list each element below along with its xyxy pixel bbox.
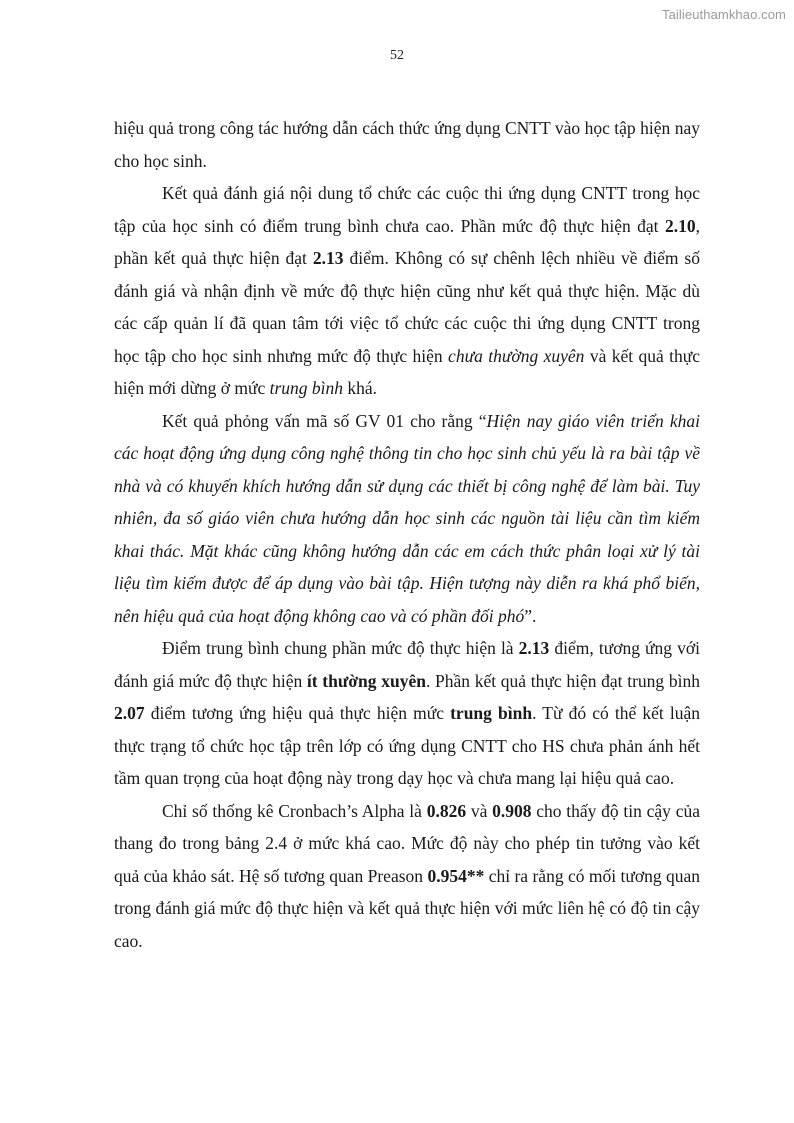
text-run: điểm tương ứng hiệu quả thực hiện mức	[144, 703, 451, 723]
paragraph-5	[114, 795, 700, 958]
bold-value: 2.13	[518, 638, 550, 658]
text-run: chỉ ra rằng có mối tương quan trong đánh giá mức độ thực hiện và kết quả thực hiện với mức liên hệ có độ tin cậy cao.	[114, 865, 701, 951]
text-run: . Phần kết quả thực hiện đạt trung bình	[425, 670, 700, 691]
text-run: điểm, tương ứng với đánh giá mức độ thực hiện	[114, 638, 700, 691]
text-run: và kết quả thực hiện mới dừng ở mức	[114, 345, 701, 398]
bold-value: 0.826	[426, 800, 467, 821]
text-run: Kết quả đánh giá nội dung tổ chức các cuộc thi ứng dụng CNTT trong học tập của học sinh có điểm trung bình chưa cao. Phần mức độ thực hiện đạt	[114, 183, 700, 236]
bold-value: 0.954**	[427, 865, 485, 886]
text-run: Điểm trung bình chung phần mức độ thực hiện là	[162, 638, 519, 658]
text-run: , phần kết quả thực hiện đạt	[114, 215, 700, 268]
paragraph-2	[114, 177, 700, 405]
text-run: khá.	[343, 378, 378, 398]
bold-value: 2.13	[312, 248, 344, 268]
watermark: Tailieuthamkhao.com	[661, 7, 786, 22]
text-run: cho thấy độ tin cậy của thang đo trong bảng 2.4 ở mức khá cao. Mức độ này cho phép tin tưởng vào kết quả của khảo sát. Hệ số tương quan Preason	[114, 800, 700, 886]
bold-value: ít thường xuyên	[306, 670, 426, 691]
paragraph-1	[114, 112, 700, 177]
text-run: ”.	[524, 605, 537, 626]
text-run: và	[466, 800, 493, 821]
bold-value: 0.908	[492, 800, 532, 821]
bold-value: 2.07	[114, 703, 145, 723]
italic-text: chưa thường xuyên	[448, 345, 585, 366]
text-run: Chỉ số thống kê Cronbach’s Alpha là	[162, 800, 427, 821]
page-number: 52	[390, 48, 404, 63]
bold-value: trung bình	[450, 703, 533, 723]
text-run: . Từ đó có thể kết luận thực trạng tổ chức học tập trên lớp có ứng dụng CNTT cho HS chưa phản ánh hết tầm quan trọng của hoạt động này trong dạy học và chưa mang lại hiệu quả cao.	[114, 703, 700, 788]
text-run: điểm. Không có sự chênh lệch nhiều về điểm số đánh giá và nhận định về mức độ thực hiện cũng như kết quả thực hiện. Mặc dù các cấp quản lí đã quan tâm tới việc tổ chức các cuộc thi ứng dụng CNTT trong học tập cho học sinh nhưng mức độ thực hiện	[114, 248, 700, 366]
text-run: hiệu quả trong công tác hướng dẫn cách thức ứng dụng CNTT vào học tập hiện nay cho học sinh.	[114, 118, 700, 171]
paragraph-3	[114, 405, 700, 633]
interview-quote: Hiện nay giáo viên triển khai các hoạt động ứng dụng công nghệ thông tin cho học sinh chủ yếu là ra bài tập về nhà và có khuyến khích hướng dẫn sử dụng các thiết bị công nghệ để làm bài. Tuy nhiên, đa số giáo viên chưa hướng dẫn học sinh các nguồn tài liệu cần tìm kiếm khai thác. Mặt khác cũng không hướng dẫn các em cách thức phân loại xử lý tài liệu tìm kiếm được để áp dụng vào bài tập. Hiện tượng này diễn ra khá phổ biến, nên hiệu quả của hoạt động không cao và có phần đối phó	[114, 410, 700, 626]
paragraph-4	[114, 632, 700, 795]
bold-value: 2.10	[665, 215, 696, 236]
text-run: Kết quả phỏng vấn mã số GV 01 cho rằng “	[162, 410, 487, 431]
document-body	[114, 112, 700, 957]
italic-text: trung bình	[269, 378, 344, 398]
